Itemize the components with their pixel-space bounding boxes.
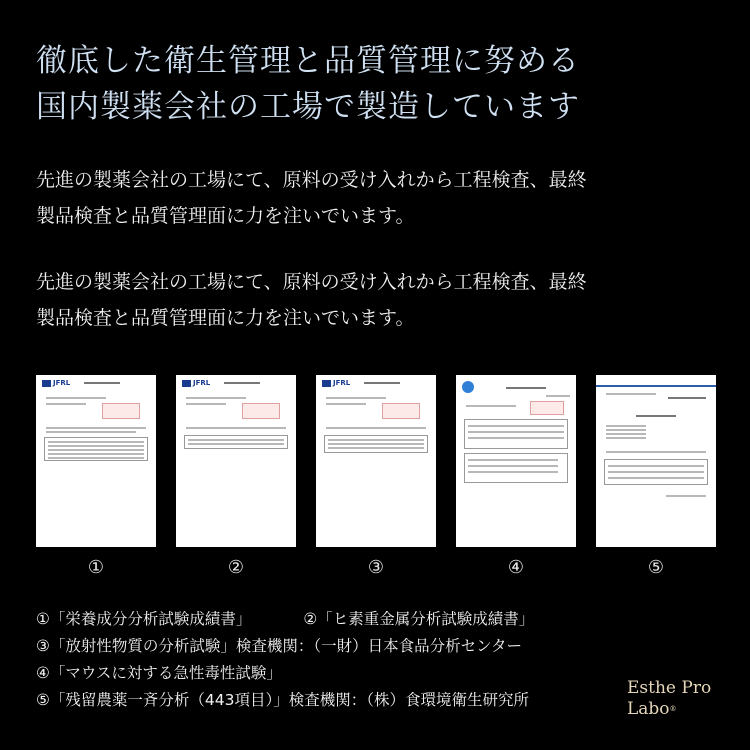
paragraph-1-line-1: 先進の製薬会社の工場にて、原料の受け入れから工程検査、最終 (36, 169, 587, 191)
registered-mark: ® (669, 705, 677, 713)
document-number-4: ④ (507, 557, 525, 578)
document-header-bar (596, 375, 716, 387)
paragraph-1-line-2: 製品検査と品質管理面に力を注いでいます。 (36, 205, 415, 227)
headline (36, 38, 726, 130)
paragraph-2-line-1: 先進の製薬会社の工場にて、原料の受け入れから工程検査、最終 (36, 271, 587, 293)
paragraph-1 (36, 162, 726, 234)
paragraph-2-line-2: 製品検査と品質管理面に力を注いでいます。 (36, 307, 415, 329)
document-number-5: ⑤ (647, 557, 665, 578)
test-item-4: ④「マウスに対する急性毒性試験」 (36, 664, 282, 682)
test-item-5: ⑤「残留農薬一斉分析（443項目）」検査機関：（株）食環境衛生研究所 (36, 691, 529, 709)
test-list-row-1 (36, 606, 534, 633)
test-item-3: ③「放射性物質の分析試験」検査機関：（一財）日本食品分析センター (36, 637, 523, 655)
brand-line-1: Esthe Pro (627, 678, 712, 698)
document-gallery (36, 375, 716, 590)
lab-logo-icon (462, 381, 474, 393)
paragraph-2 (36, 264, 726, 336)
test-item-2: ②「ヒ素重金属分析試験成績書」 (303, 610, 535, 628)
document-image-3 (316, 375, 436, 547)
document-image-1 (36, 375, 156, 547)
jfrl-logo: JFRL (322, 379, 350, 387)
document-number-3: ③ (367, 557, 385, 578)
document-number-1: ① (87, 557, 105, 578)
test-item-1: ①「栄養成分分析試験成績書」 (36, 610, 252, 628)
brand-logo (627, 678, 711, 720)
jfrl-logo: JFRL (182, 379, 210, 387)
document-number-2: ② (227, 557, 245, 578)
headline-line-2: 国内製薬会社の工場で製造しています (36, 89, 580, 125)
document-image-5 (596, 375, 716, 547)
document-image-4 (456, 375, 576, 547)
test-list (36, 606, 534, 714)
jfrl-logo: JFRL (42, 379, 70, 387)
document-image-2 (176, 375, 296, 547)
headline-line-1: 徹底した衛生管理と品質管理に努める (36, 43, 580, 79)
brand-line-2: Labo (627, 699, 670, 719)
